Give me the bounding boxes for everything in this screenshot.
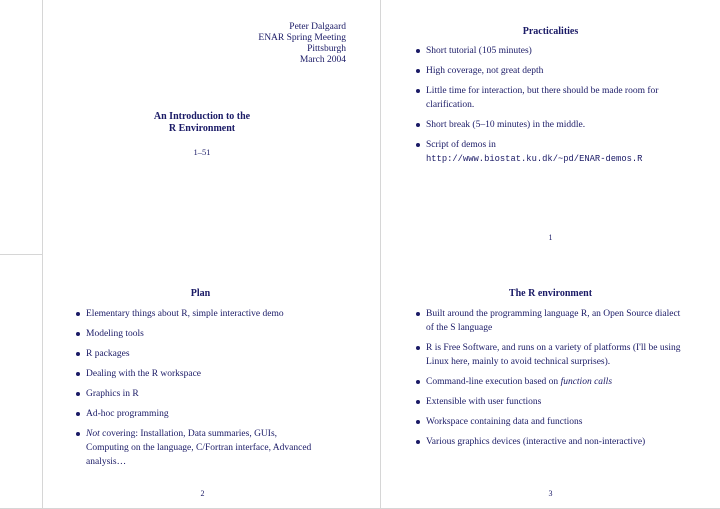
meeting-name: ENAR Spring Meeting — [258, 33, 346, 43]
list-item — [416, 84, 686, 112]
bullet-icon — [416, 69, 420, 73]
bullet-text: Command-line execution based on — [426, 377, 561, 387]
page-number: 1 — [548, 233, 553, 242]
bullet-list — [76, 307, 316, 475]
bullet-icon — [76, 392, 80, 396]
bullet-text: R is Free Software, and runs on a variety of platforms (I'll be using Linux here, mainly to avoid technical surprises). — [426, 343, 681, 367]
not-word: Not — [86, 429, 100, 439]
list-item — [416, 64, 686, 78]
list-item — [416, 307, 686, 335]
bullet-icon — [416, 49, 420, 53]
bullet-icon — [416, 380, 420, 384]
demo-url-link[interactable]: http://www.biostat.ku.dk/~pd/ENAR-demos.R — [426, 154, 643, 164]
bullet-text: Little time for interaction, but there should be made room for clarification. — [426, 86, 659, 110]
list-item — [416, 138, 686, 166]
bullet-text: Ad-hoc programming — [86, 409, 169, 419]
bullet-icon — [416, 400, 420, 404]
bullet-list — [416, 44, 686, 172]
bullet-icon — [76, 372, 80, 376]
bullet-text: Graphics in R — [86, 389, 139, 399]
bullet-text: Elementary things about R, simple interactive demo — [86, 309, 284, 319]
bullet-icon — [416, 89, 420, 93]
list-item — [76, 367, 316, 381]
bullet-text: Various graphics devices (interactive and non-interactive) — [426, 437, 646, 447]
bullet-icon — [76, 432, 80, 436]
slide-title: The R environment — [508, 288, 593, 299]
slide-title: Plan — [190, 288, 211, 299]
list-item — [76, 427, 316, 469]
author-block — [258, 22, 346, 66]
bullet-icon — [76, 352, 80, 356]
list-item — [76, 407, 316, 421]
bullet-text: Built around the programming language R, an Open Source dialect of the S language — [426, 309, 681, 333]
bullet-text: Modeling tools — [86, 329, 144, 339]
bullet-icon — [416, 312, 420, 316]
bullet-icon — [416, 440, 420, 444]
meeting-date: March 2004 — [299, 55, 346, 65]
slide-r-environment — [380, 254, 720, 508]
bullet-text: Short break (5–10 minutes) in the middle. — [426, 120, 586, 130]
bullet-list — [416, 307, 686, 455]
bullet-text: High coverage, not great depth — [426, 66, 544, 76]
list-item — [76, 387, 316, 401]
function-calls-text: function calls — [560, 377, 613, 387]
page-number: 3 — [548, 489, 553, 498]
list-item — [76, 307, 316, 321]
page-range: 1–51 — [193, 147, 211, 157]
bullet-icon — [76, 312, 80, 316]
meeting-location: Pittsburgh — [307, 44, 346, 54]
bullet-text: R packages — [86, 349, 130, 359]
list-item — [416, 118, 686, 132]
bullet-text: Extensible with user functions — [426, 397, 542, 407]
bullet-icon — [416, 123, 420, 127]
slide-title-page — [42, 0, 380, 254]
bullet-icon — [416, 346, 420, 350]
bullet-text: Dealing with the R workspace — [86, 369, 202, 379]
page-number: 2 — [200, 489, 205, 498]
list-item — [416, 435, 686, 449]
author-name: Peter Dalgaard — [289, 22, 346, 32]
slide-title: Practicalities — [522, 26, 579, 37]
title-line-2: R Environment — [168, 123, 236, 134]
title-line-1: An Introduction to the — [153, 111, 251, 122]
list-item — [416, 415, 686, 429]
list-item — [416, 44, 686, 58]
list-item — [76, 347, 316, 361]
bullet-icon — [416, 143, 420, 147]
bullet-icon — [76, 412, 80, 416]
bullet-text: Workspace containing data and functions — [426, 417, 583, 427]
bullet-text: Script of demos in — [426, 140, 496, 150]
list-item — [416, 341, 686, 369]
bullet-text: Short tutorial (105 minutes) — [426, 46, 532, 56]
list-item — [76, 327, 316, 341]
list-item — [416, 395, 686, 409]
bullet-icon — [416, 420, 420, 424]
presentation-title — [43, 111, 361, 135]
bullet-text: covering: Installation, Data summaries, GUIs, Computing on the language, C/Fortran interface, Advanced analysis… — [86, 429, 312, 467]
slide-practicalities — [380, 0, 720, 254]
list-item — [416, 375, 686, 389]
slide-plan — [42, 254, 380, 508]
bullet-icon — [76, 332, 80, 336]
